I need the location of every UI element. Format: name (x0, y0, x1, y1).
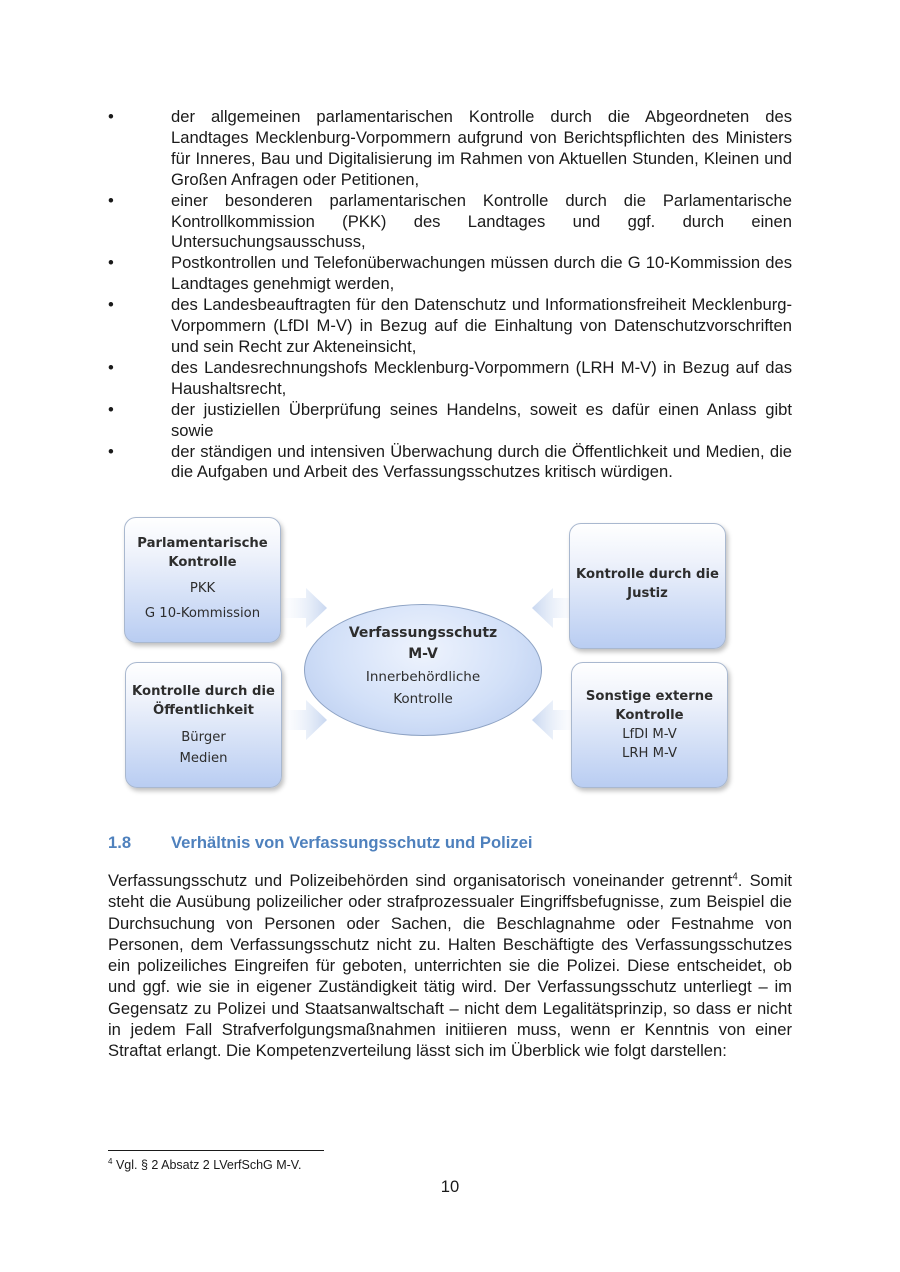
bullet-symbol: • (108, 357, 114, 377)
bullet-list (108, 107, 792, 483)
box-title-line: Kontrolle (615, 707, 684, 723)
body-paragraph (108, 870, 792, 1062)
box-title-line: Kontrolle durch die (576, 567, 719, 582)
box-title-line: Justiz (627, 585, 668, 601)
list-item-text: der justiziellen Überprüfung seines Handelns, soweit es dafür einen Anlass gibt sowie (171, 399, 792, 440)
paragraph-text: . Somit steht die Ausübung polizeilicher oder strafprozessualer Eingriffsbefugnisse, zum Beispiel die Durchsuchung von Personen oder Sachen, die Beschlagnahme oder Festnahme von Personen, dem Verfassungsschutz nicht zu. Halten Beschäftigte des Verfassungsschutzes ein polizeiliches Eingreifen für geboten, unterrichten sie die Polizei. Diese entscheidet, ob und ggf. wie sie in eigener Zuständigkeit tätig wird. Der Verfassungsschutz unterliegt – im Gegensatz zu Polizei und Staatsanwaltschaft – nicht dem Legalitätsprinzip, so dass er nicht in jedem Fall Strafverfolgungsmaßnahmen initiieren muss, wenn er Kenntnis von einer Straftat erlangt. Die Kompetenzverteilung lässt sich im Überblick wie folgt darstellen: (108, 871, 792, 1061)
box-title (572, 688, 727, 725)
center-title-line: M-V (408, 646, 438, 662)
box-item: Bürger (181, 730, 226, 745)
box-title-line: Öffentlichkeit (153, 702, 254, 718)
box-parliamentary-control (124, 517, 281, 643)
section-heading (108, 833, 532, 853)
footnote-reference[interactable]: 4 (732, 871, 738, 883)
list-item-text: des Landesbeauftragten für den Datenschutz und Informationsfreiheit Mecklenburg-Vorpommern (LfDI M-V) in Bezug auf die Einhaltung von Datenschutzvorschriften und sein Recht zur Akteneinsicht, (171, 295, 792, 356)
bullet-symbol: • (108, 253, 114, 273)
bullet-symbol: • (108, 107, 114, 126)
center-subtitle-line: Kontrolle (393, 691, 453, 707)
section-number: 1.8 (108, 833, 132, 852)
paragraph-text: Verfassungsschutz und Polizeibehörden sind organisatorisch voneinander getrennt (108, 871, 733, 890)
box-title-line: Parlamentarische (137, 536, 268, 551)
footnote-divider (108, 1150, 324, 1151)
box-item: G 10-Kommission (144, 606, 261, 621)
footnote-number: 4 (108, 1156, 113, 1166)
box-item: PKK (189, 581, 216, 596)
page-number: 10 (440, 1177, 460, 1196)
box-item: LRH M-V (621, 746, 677, 761)
box-title (126, 683, 281, 720)
list-item-text: der allgemeinen parlamentarischen Kontrolle durch die Abgeordneten des Landtages Mecklenburg-Vorpommern aufgrund von Berichtspflichten des Ministers für Inneres, Bau und Digitalisierung im Rahmen von Aktuellen Stunden, Kleinen und Großen Anfragen oder Petitionen, (171, 107, 792, 189)
list-item (108, 358, 792, 400)
center-subtitle-line: Innerbehördliche (365, 669, 481, 685)
center-title (305, 623, 541, 665)
bullet-symbol: • (108, 399, 114, 419)
center-title-line: Verfassungsschutz (348, 625, 498, 641)
center-subtitle (305, 666, 541, 710)
footnote-text: Vgl. § 2 Absatz 2 LVerfSchG M-V. (115, 1158, 302, 1172)
box-other-external-control (571, 662, 728, 788)
center-ellipse (304, 604, 542, 736)
bullet-symbol: • (108, 190, 114, 210)
bullet-symbol: • (108, 441, 114, 461)
box-title-line: Sonstige externe (585, 689, 714, 704)
box-title (570, 566, 725, 603)
box-judicial-control (569, 523, 726, 649)
list-item-text: einer besonderen parlamentarischen Kontrolle durch die Parlamentarische Kontrollkommission (PKK) des Landtages und ggf. durch einen Untersuchungsausschuss, (171, 190, 792, 252)
box-item: LfDI M-V (622, 727, 677, 742)
box-item: Medien (179, 751, 228, 766)
list-item (108, 400, 792, 442)
list-item-text: Postkontrollen und Telefonüberwachungen müssen durch die G 10-Kommission des Landtages genehmigt werden, (171, 253, 792, 294)
list-item (108, 107, 792, 191)
bullet-symbol: • (108, 295, 114, 315)
control-diagram (118, 512, 734, 798)
section-title: Verhältnis von Verfassungsschutz und Polizei (171, 833, 533, 852)
list-item-text: der ständigen und intensiven Überwachung durch die Öffentlichkeit und Medien, die die Aufgaben und Arbeit des Verfassungsschutzes kritisch würdigen. (171, 441, 792, 482)
list-item (108, 442, 792, 484)
footnote (108, 1158, 301, 1172)
list-item (108, 295, 792, 358)
box-title-line: Kontrolle (168, 554, 237, 570)
list-item-text: des Landesrechnungshofs Mecklenburg-Vorpommern (LRH M-V) in Bezug auf das Haushaltsrecht, (171, 357, 792, 398)
list-item (108, 191, 792, 254)
box-title-line: Kontrolle durch die (132, 684, 275, 699)
box-title (125, 535, 280, 572)
list-item (108, 253, 792, 295)
box-public-control (125, 662, 282, 788)
